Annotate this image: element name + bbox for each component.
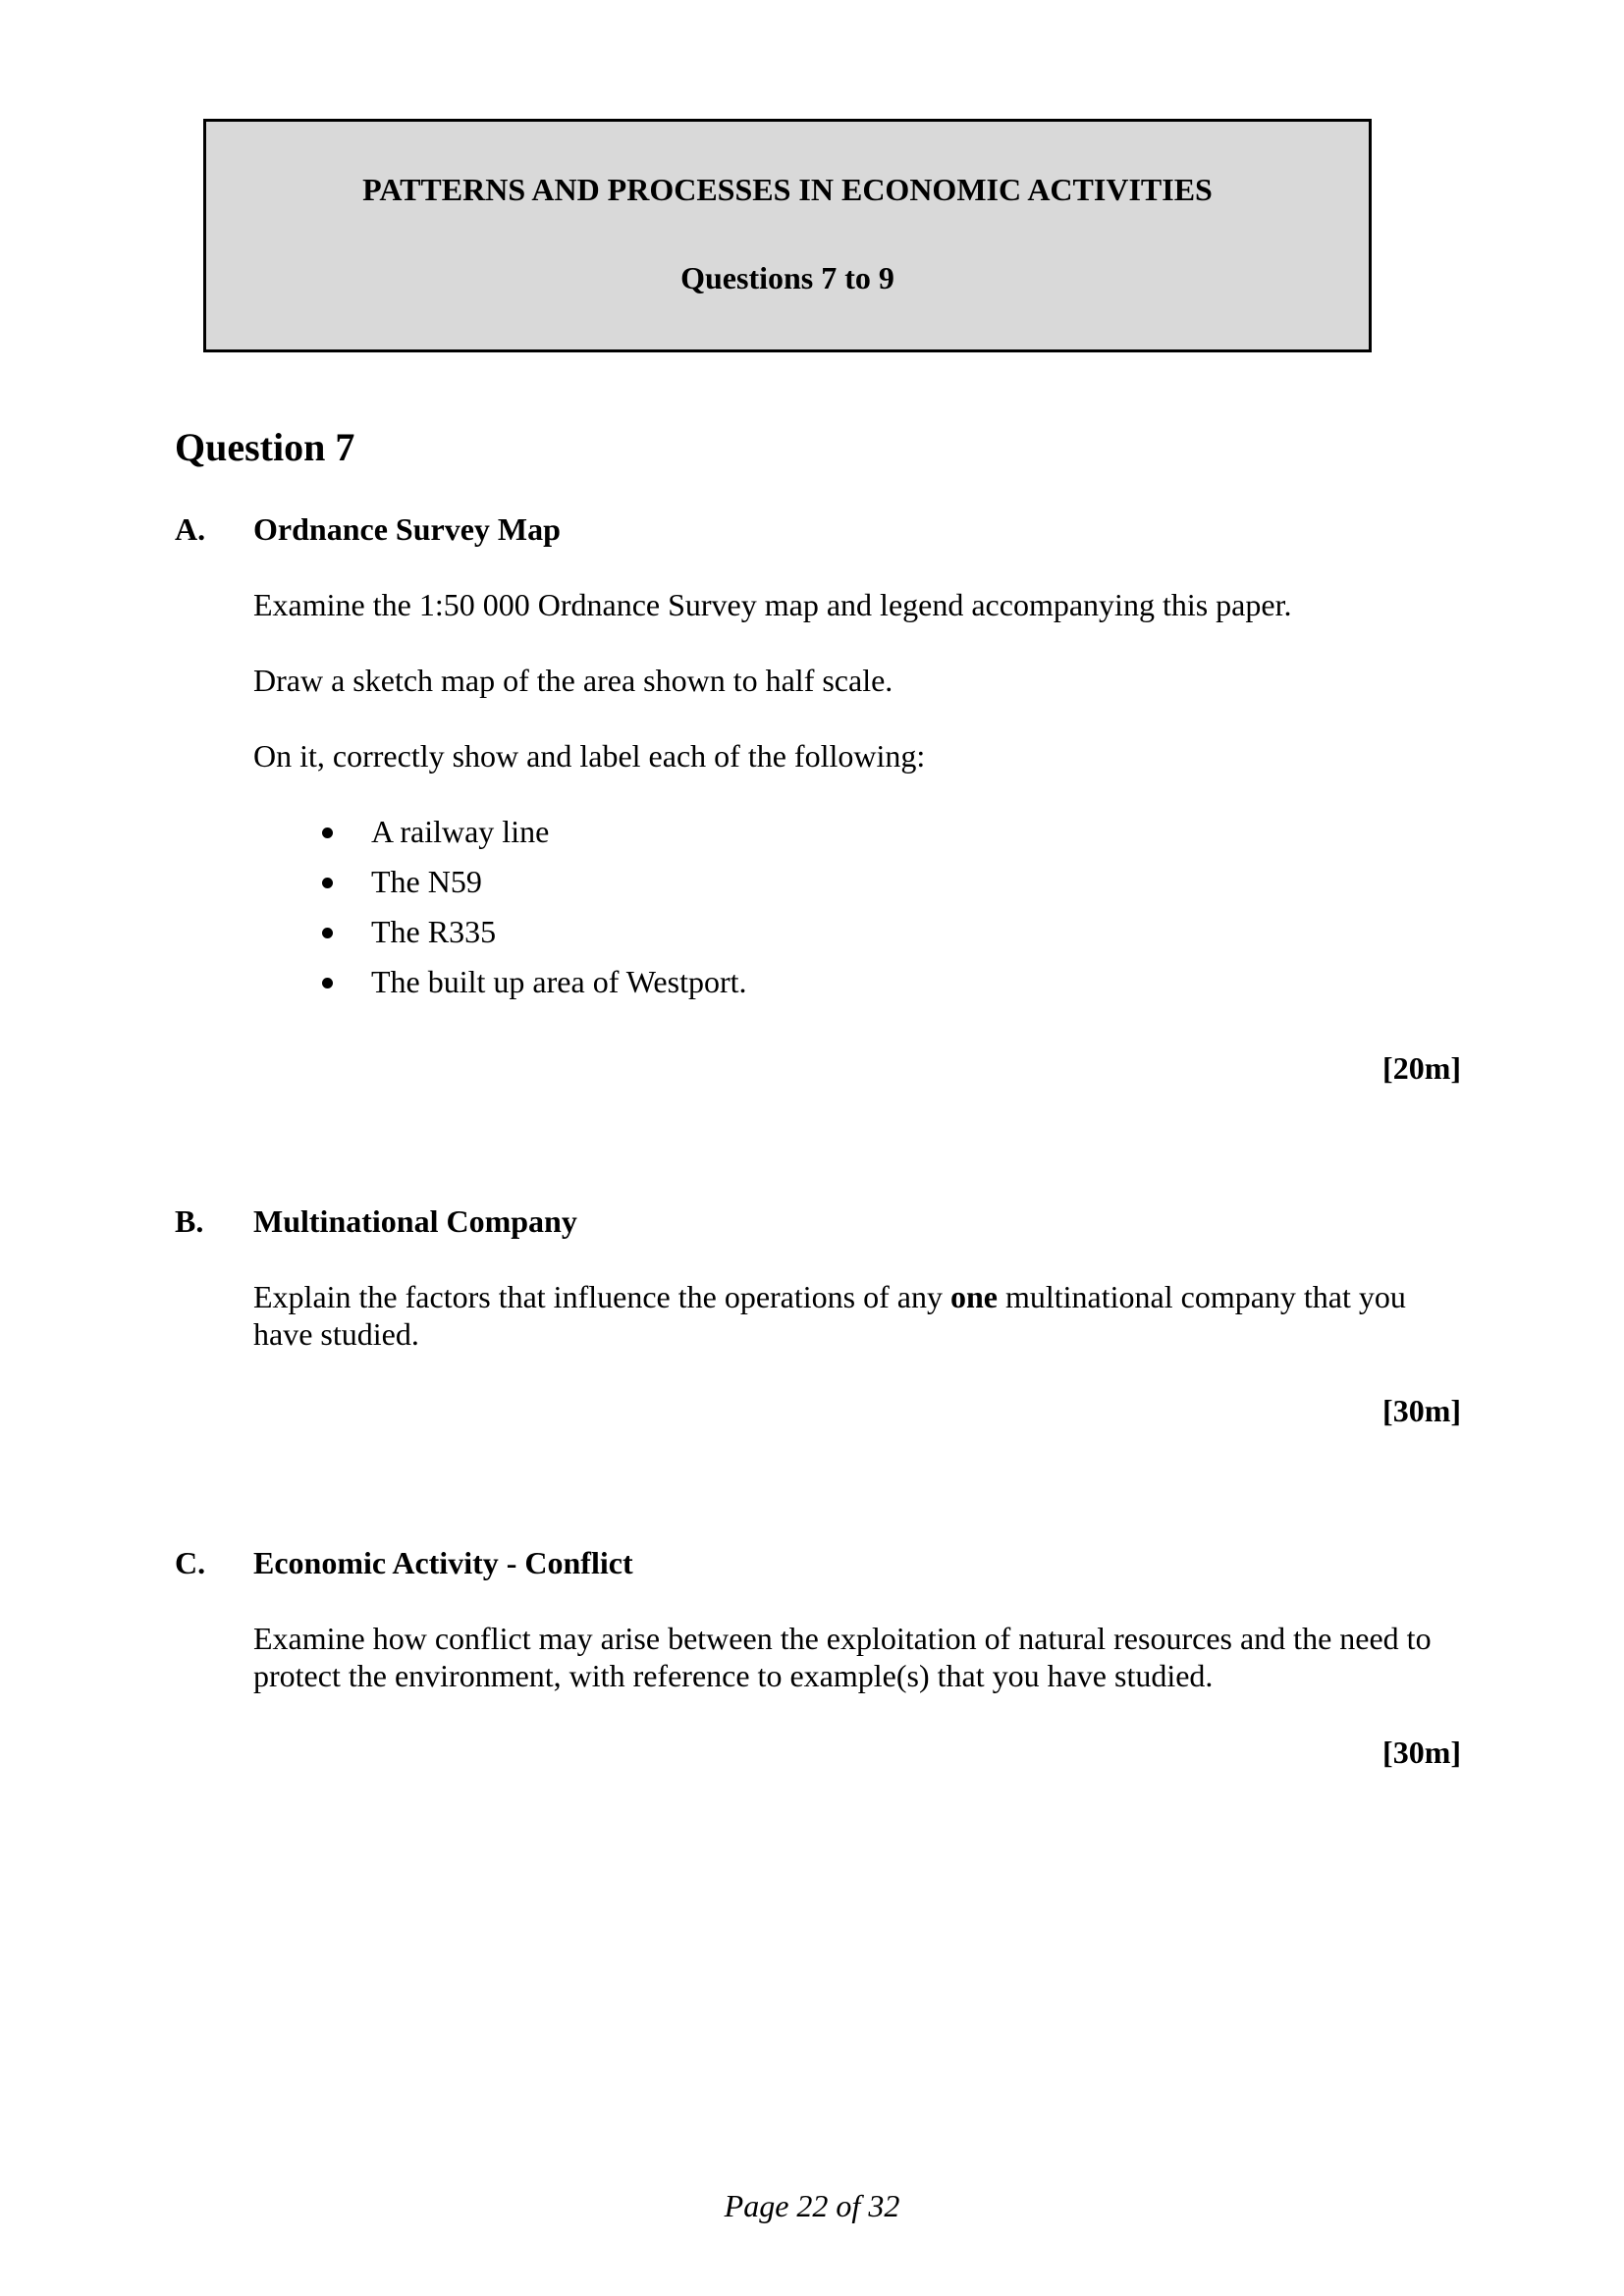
bullet-dot-icon [322,928,333,938]
part-a-paragraph-3: On it, correctly show and label each of the following: [253,738,926,774]
part-b-letter: B. [175,1203,204,1239]
part-a-paragraph-2: Draw a sketch map of the area shown to half scale. [253,663,893,698]
part-a-title: Ordnance Survey Map [253,511,561,547]
part-a-letter: A. [175,511,206,547]
bullet-item [314,863,747,913]
bullet-dot-icon [322,828,333,838]
part-b-text-start: Explain the factors that influence the operations of any [253,1279,950,1314]
part-c-paragraph: Examine how conflict may arise between the exploitation of natural resources and the need to protect the environment, with reference to example(s) that you have studied. [253,1621,1432,1693]
question-heading: Question 7 [175,425,355,469]
bullet-text: The R335 [371,914,497,949]
part-b-emphasis: one [949,1279,998,1314]
part-b-marks: [30m] [1382,1393,1461,1428]
part-b-text-end: multinational company that you have studied. [253,1279,1406,1352]
part-a-bullet-list [314,813,747,1013]
section-header-box [203,119,1372,352]
part-c-marks: [30m] [1382,1735,1461,1770]
part-a-marks: [20m] [1382,1050,1461,1086]
part-c-letter: C. [175,1545,206,1580]
page-number: Page 22 of 32 [724,2188,900,2223]
part-c-title: Economic Activity - Conflict [253,1545,633,1580]
part-a-paragraph-1: Examine the 1:50 000 Ordnance Survey map and legend accompanying this paper. [253,587,1292,622]
bullet-dot-icon [322,878,333,888]
bullet-text: A railway line [371,814,550,849]
bullet-text: The built up area of Westport. [371,964,747,999]
bullet-dot-icon [322,978,333,988]
section-title: PATTERNS AND PROCESSES IN ECONOMIC ACTIVITIES [362,172,1213,207]
bullet-item [314,813,747,863]
bullet-item [314,913,747,963]
section-subtitle: Questions 7 to 9 [680,260,894,295]
part-b-paragraph [253,1278,1461,1353]
bullet-item [314,963,747,1013]
part-b-title: Multinational Company [253,1203,577,1239]
bullet-text: The N59 [371,864,482,899]
